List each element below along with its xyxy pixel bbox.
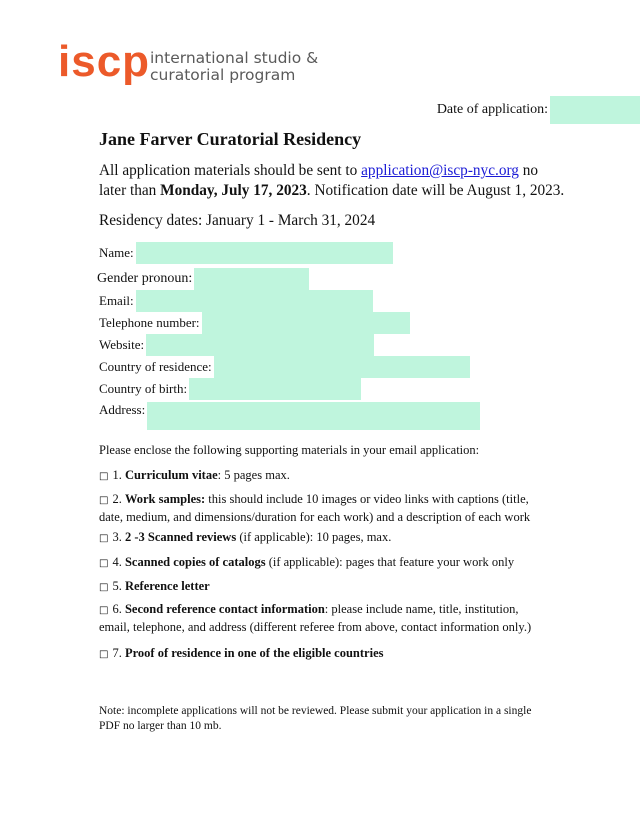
item-title: Curriculum vitae <box>124 468 218 482</box>
date-of-application-label: Date of application: <box>436 102 548 117</box>
checkbox-icon[interactable]: □ <box>99 558 109 569</box>
item-number: 4. <box>112 555 122 569</box>
country-of-birth-row <box>99 378 361 400</box>
item-number: 6. <box>112 602 122 616</box>
item-title: Work samples: <box>124 492 206 506</box>
email-field[interactable] <box>136 290 373 312</box>
item-title: Scanned copies of catalogs <box>124 555 266 569</box>
material-item-catalogs <box>99 554 539 572</box>
item-title: 2 -3 Scanned reviews <box>124 530 237 544</box>
country-of-birth-field[interactable] <box>189 378 361 400</box>
deadline-date: Monday, July 17, 2023 <box>160 182 307 199</box>
country-of-birth-label: Country of birth: <box>99 381 188 396</box>
name-label: Name: <box>99 245 134 260</box>
material-item-reference-letter <box>99 578 539 596</box>
item-description: this should include 10 images or video links with captions (title, date, medium, and dimensions/duration for each work) and a description of each work <box>99 492 531 524</box>
material-item-work-samples <box>99 491 539 525</box>
address-row <box>99 402 480 430</box>
enclose-instructions: Please enclose the following supporting materials in your email application: <box>99 443 480 457</box>
logo-mark: iscp <box>58 37 151 86</box>
logo-name-line2: curatorial program <box>150 66 296 84</box>
material-item-second-reference <box>99 601 539 635</box>
item-description: : please include name, title, institution, email, telephone, and address (different referee from above, contact information only.) <box>99 602 532 634</box>
name-row <box>99 242 393 264</box>
item-title: Reference letter <box>124 579 210 593</box>
gender-pronoun-row <box>97 268 309 290</box>
website-field[interactable] <box>146 334 374 356</box>
country-of-residence-field[interactable] <box>214 356 470 378</box>
item-description: : 5 pages max. <box>217 468 290 482</box>
checkbox-icon[interactable]: □ <box>99 533 109 544</box>
note-text: Note: incomplete applications will not be reviewed. Please submit your application in a single PDF no larger than 10 mb. <box>99 705 532 732</box>
address-field[interactable] <box>147 402 480 430</box>
date-of-application-row <box>437 96 640 124</box>
name-field[interactable] <box>136 242 393 264</box>
item-number: 3. <box>112 530 122 544</box>
checkbox-icon[interactable]: □ <box>99 582 109 593</box>
website-label: Website: <box>99 337 145 352</box>
material-item-proof-of-residence <box>99 645 539 663</box>
telephone-label: Telephone number: <box>99 315 200 330</box>
country-of-residence-row <box>99 356 470 378</box>
date-of-application-field[interactable] <box>550 96 640 124</box>
intro-text-2: no later than <box>99 162 539 199</box>
item-title: Proof of residence in one of the eligible countries <box>124 646 384 660</box>
application-email-link[interactable]: application@iscp-nyc.org <box>361 162 519 179</box>
checkbox-icon[interactable]: □ <box>99 649 109 660</box>
item-number: 7. <box>112 646 122 660</box>
item-number: 2. <box>112 492 122 506</box>
intro-paragraph <box>99 161 569 201</box>
intro-text-1: All application materials should be sent to <box>99 162 362 179</box>
address-label: Address: <box>99 402 146 417</box>
material-item-reviews <box>99 529 539 547</box>
checkbox-icon[interactable]: □ <box>99 605 109 616</box>
logo-name <box>150 50 350 84</box>
item-description: (if applicable): pages that feature your work only <box>265 555 515 569</box>
checkbox-icon[interactable]: □ <box>99 471 109 482</box>
telephone-row <box>99 312 410 334</box>
material-item-cv <box>99 467 539 485</box>
item-title: Second reference contact information <box>124 602 325 616</box>
checkbox-icon[interactable]: □ <box>99 495 109 506</box>
page-title: Jane Farver Curatorial Residency <box>99 129 362 149</box>
item-number: 1. <box>112 468 122 482</box>
item-number: 5. <box>112 579 122 593</box>
website-row <box>99 334 374 356</box>
logo-name-line1: international studio & <box>150 49 319 67</box>
gender-pronoun-label: Gender pronoun: <box>97 271 193 286</box>
intro-text-3: . Notification date will be August 1, 2023. <box>306 182 565 199</box>
email-row <box>99 290 373 312</box>
email-label: Email: <box>99 293 134 308</box>
item-description: (if applicable): 10 pages, max. <box>236 530 392 544</box>
gender-pronoun-field[interactable] <box>194 268 309 290</box>
telephone-field[interactable] <box>202 312 410 334</box>
residency-dates: Residency dates: January 1 - March 31, 2024 <box>99 212 376 229</box>
country-of-residence-label: Country of residence: <box>99 359 212 374</box>
